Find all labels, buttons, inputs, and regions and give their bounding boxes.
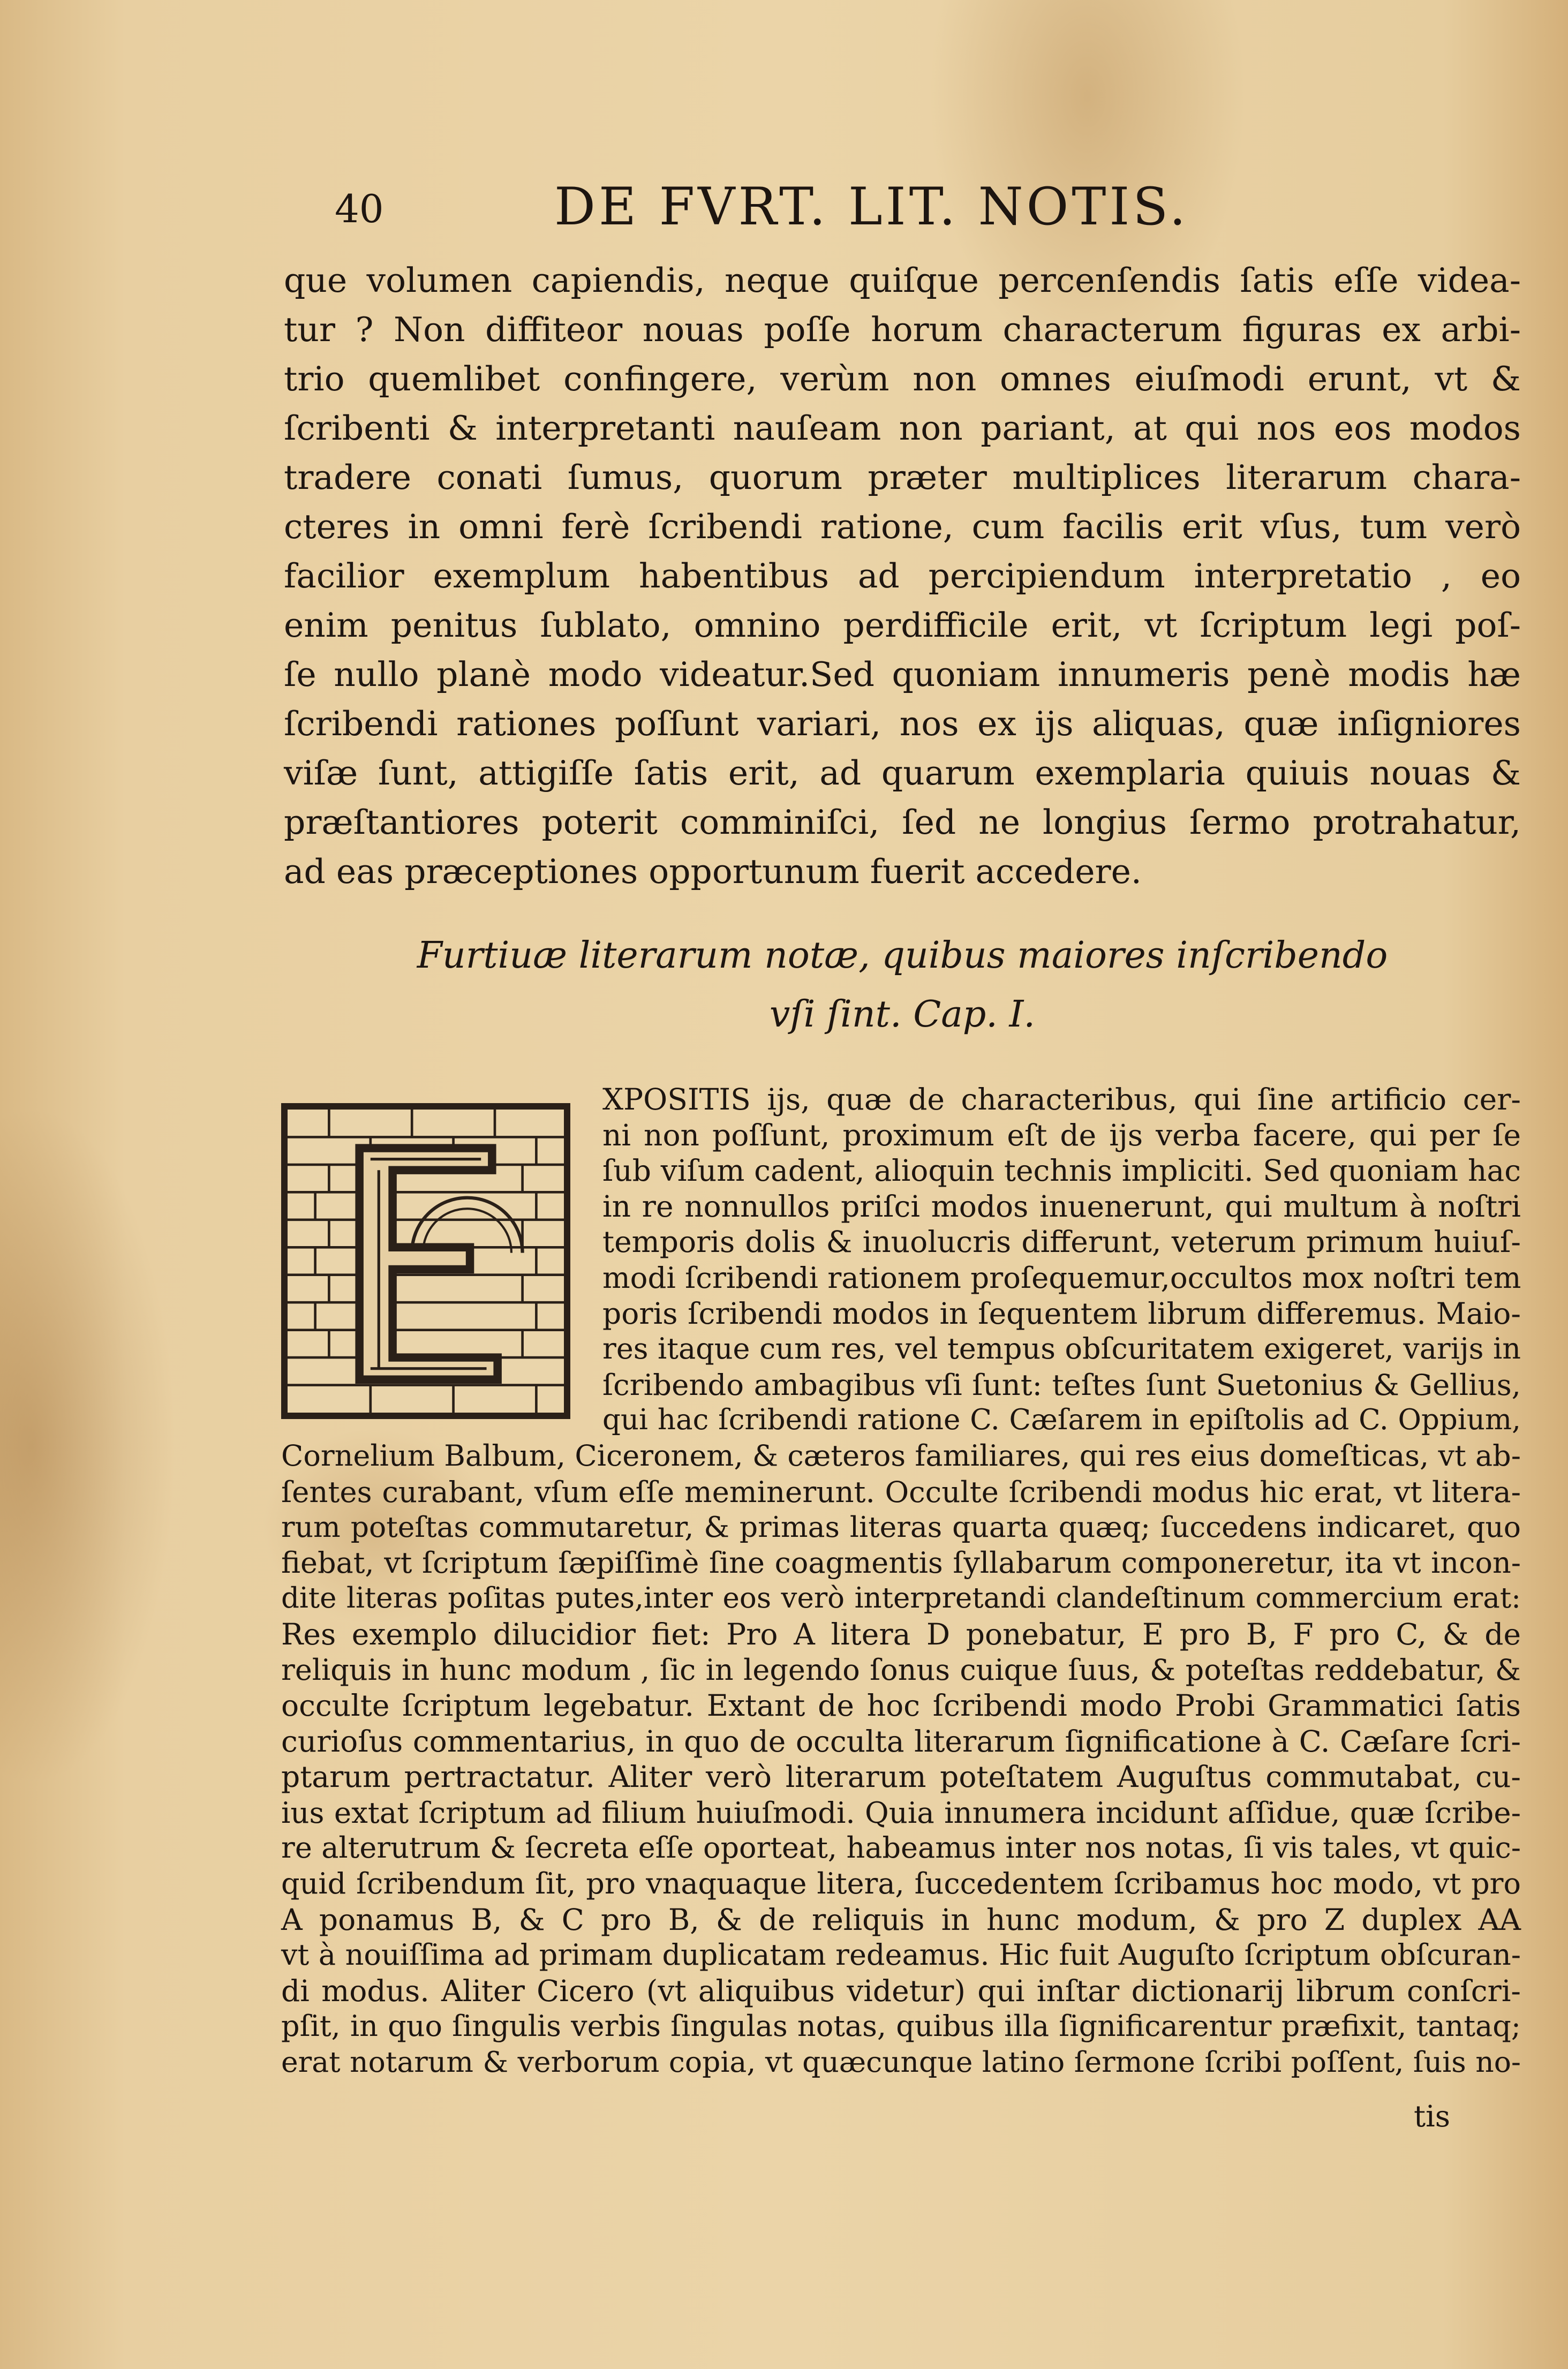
text-line: in re nonnullos priſci modos inuenerunt, qui multum à noſtri xyxy=(602,1189,1521,1224)
text-line: erat notarum & verborum copia, vt quæcunque latino ſermone ſcribi poſſent, ſuis no- xyxy=(281,2045,1521,2079)
text-line: ſentes curabant, vſum eſſe meminerunt. Occulte ſcribendi modus hic erat, vt litera- xyxy=(281,1474,1521,1509)
text-line: ptarum pertractatur. Aliter verò literarum poteſtatem Auguſtus commutabat, cu- xyxy=(281,1760,1521,1794)
catchword: tis xyxy=(1414,2099,1450,2133)
text-line: ni non poſſunt, proximum eſt de ijs verba facere, qui per ſe xyxy=(602,1118,1521,1152)
text-line: qui hac ſcribendi ratione C. Cæſarem in epiſtolis ad C. Oppium, xyxy=(602,1404,1521,1437)
text-line: A ponamus B, & C pro B, & de reliquis in hunc modum, & pro Z duplex AA xyxy=(281,1902,1521,1937)
chapter-heading xyxy=(284,926,1521,1044)
text-line: XPOSITIS ijs, quæ de characteribus, qui ſine artificio cer- xyxy=(602,1082,1521,1116)
text-line: di modus. Aliter Cicero (vt aliquibus videtur) qui inſtar dictionarij librum conſcri- xyxy=(281,1973,1521,2008)
text-line: Res exemplo dilucidior fiet: Pro A litera D ponebatur, E pro B, F pro C, & de xyxy=(281,1617,1521,1651)
text-line: re alterutrum & ſecreta eſſe oporteat, habeamus inter nos notas, ſi vis tales, vt quic- xyxy=(281,1831,1521,1865)
text-line: ad eas præceptiones opportunum fuerit accedere. xyxy=(284,852,1142,891)
text-line: poris ſcribendi modos in ſequentem librum differemus. Maio- xyxy=(602,1296,1521,1331)
text-line: res itaque cum res, vel tempus obſcuritatem exigeret, varijs in xyxy=(602,1332,1521,1366)
text-line: ſcribenti & interpretanti nauſeam non pariant, at qui nos eos modos xyxy=(284,409,1521,448)
text-line: occulte ſcriptum legebatur. Extant de hoc ſcribendi modo Probi Grammatici ſatis xyxy=(281,1688,1521,1723)
text-line: enim penitus ſublato, omnino perdifficile erit, vt ſcriptum legi poſ- xyxy=(284,606,1521,645)
text-line: fiebat, vt ſcriptum ſæpiſſimè ſine coagmentis ſyllabarum componeretur, ita vt incon- xyxy=(281,1545,1521,1580)
text-line: tur ? Non diffiteor nouas poſſe horum characterum figuras ex arbi- xyxy=(284,310,1521,349)
text-line: ſub viſum cadent, alioquin technis impliciti. Sed quoniam hac xyxy=(602,1153,1521,1188)
text-line: tradere conati ſumus, quorum præter multiplices literarum chara- xyxy=(284,458,1521,497)
body-paragraph xyxy=(284,256,1521,896)
chapter-heading-line: vſi ſint. Cap. I. xyxy=(769,993,1036,1036)
text-line: cteres in omni ferè ſcribendi ratione, cum facilis erit vſus, tum verò xyxy=(284,507,1521,546)
page-number: 40 xyxy=(335,186,384,231)
text-line: trio quemlibet confingere, verùm non omnes eiuſmodi erunt, vt & xyxy=(284,359,1521,398)
text-line: præſtantiores poterit comminiſci, ſed ne longius ſermo protrahatur, xyxy=(284,803,1521,842)
text-line: ſcribendi rationes poſſunt variari, nos ex ijs aliquas, quæ inſigniores xyxy=(284,704,1521,743)
running-head xyxy=(335,177,1325,236)
text-line: ius extat ſcriptum ad filium huiuſmodi. Quia innumera incidunt aſſidue, quæ ſcribe- xyxy=(281,1795,1521,1830)
text-line: curioſus commentarius, in quo de occulta literarum ſignificatione à C. Cæſare ſcri- xyxy=(281,1724,1521,1759)
text-line: dite literas poſitas putes,inter eos verò interpretandi clandeſtinum commercium erat: xyxy=(281,1582,1521,1615)
text-line: pſit, in quo ſingulis verbis ſingulas notas, quibus illa ſignificarentur præfixit, tantaq; xyxy=(281,2009,1521,2043)
running-title: DE FVRT. LIT. NOTIS. xyxy=(554,177,1189,237)
chapter-heading-line: Furtiuæ literarum notæ, quibus maiores inſcribendo xyxy=(417,934,1388,977)
text-line: ſcribendo ambagibus vſi ſunt: teſtes ſunt Suetonius & Gellius, xyxy=(602,1367,1521,1402)
chapter-paragraph xyxy=(281,1082,1521,2080)
text-line: que volumen capiendis, neque quiſque percenſendis ſatis eſſe videa- xyxy=(284,261,1521,300)
text-line: Cornelium Balbum, Ciceronem, & cæteros familiares, qui res eius domeſticas, vt ab- xyxy=(281,1438,1521,1473)
text-line: viſæ ſunt, attigiſſe ſatis erit, ad quarum exemplaria quiuis nouas & xyxy=(284,753,1521,793)
text-line: temporis dolis & inuolucris differunt, veterum primum huiuſ- xyxy=(602,1225,1521,1259)
text-line: modi ſcribendi rationem proſequemur,occultos mox noſtri tem xyxy=(602,1260,1521,1295)
text-line: vt à nouiſſima ad primam duplicatam redeamus. Hic fuit Auguſto ſcriptum obſcuran- xyxy=(281,1938,1521,1972)
text-line: ſe nullo planè modo videatur.Sed quoniam innumeris penè modis hæ xyxy=(284,655,1521,694)
text-line: facilior exemplum habentibus ad percipiendum interpretatio , eo xyxy=(284,556,1521,595)
text-line: reliquis in hunc modum , ſic in legendo ſonus cuique ſuus, & poteſtas reddebatur, & xyxy=(281,1653,1521,1687)
text-line: rum poteſtas commutaretur, & primas literas quarta quæq; ſuccedens indicaret, quo xyxy=(281,1510,1521,1544)
text-line: quid ſcribendum ſit, pro vnaquaque litera, ſuccedentem ſcribamus hoc modo, vt pro xyxy=(281,1867,1521,1901)
